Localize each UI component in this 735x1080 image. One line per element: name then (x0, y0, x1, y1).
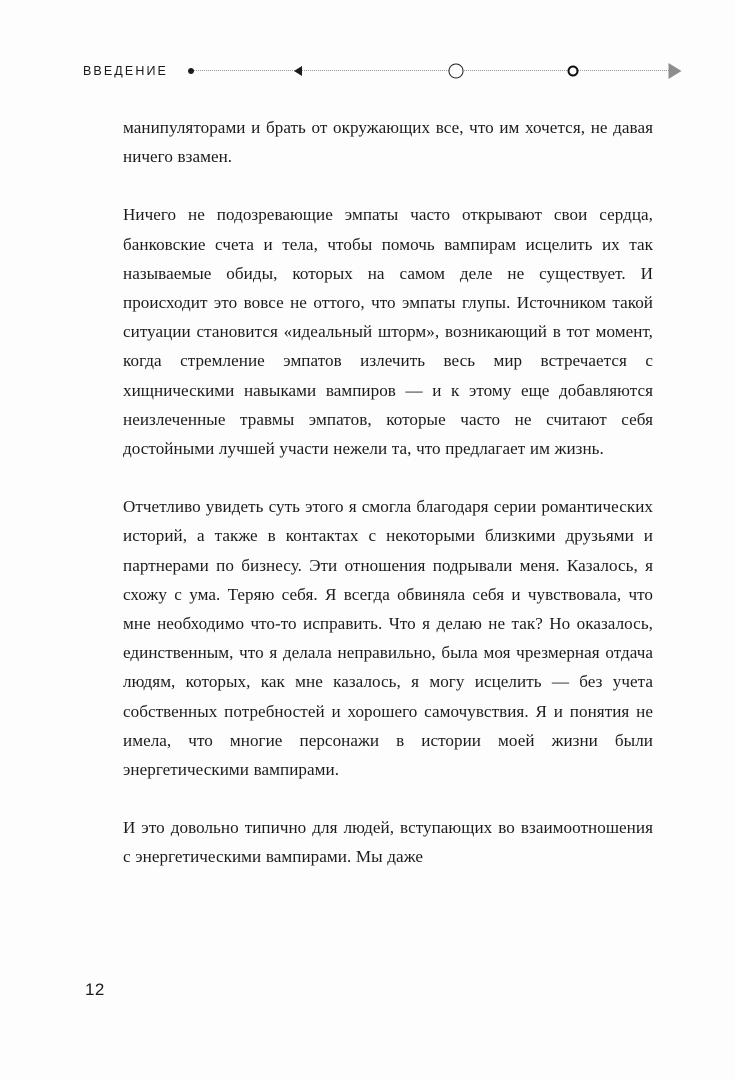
paragraph: манипуляторами и брать от окружающих все, что им хочется, не давая ничего взамен. (123, 118, 653, 167)
dotted-rule (193, 70, 671, 72)
paragraph: И это довольно типично для людей, вступающих во взаимоотношения с энергетическими вампирами. Мы даже (123, 818, 653, 867)
page-number: 12 (85, 980, 105, 999)
open-circle-bold-icon (567, 66, 578, 77)
left-triangle-icon (294, 66, 302, 76)
right-arrowhead-icon (668, 63, 681, 79)
paragraph: Ничего не подозревающие эмпаты часто открывают свои сердца, банковские счета и тела, чтобы помочь вампирам исцелить их так называемые обиды, которых на самом деле не существует. И происходит это вовсе не оттого, что эмпаты глупы. Источником такой ситуации становится «идеальный шторм», возникающий в тот момент, когда стремление эмпатов излечить весь мир встречается с хищническими навыками вампиров — и к этому еще добавляются неизлеченные травмы эмпатов, которые часто не считают себя достойными лучшей участи нежели та, что предлагает им жизнь. (123, 205, 653, 459)
filled-dot-icon (188, 68, 194, 74)
header-ornament (185, 59, 677, 83)
paragraph: Отчетливо увидеть суть этого я смогла благодаря серии романтических историй, а также в контактах с некоторыми близкими друзьями и партнерами по бизнесу. Эти отношения подрывали меня. Казалось, я схожу с ума. Теряю себя. Я всегда обвиняла себя и чувствовала, что мне необходимо что-то исправить. Что я делаю не так? Но оказалось, единственным, что я делала неправильно, была моя чрезмерная отдача людям, которых, как мне казалось, я могу исцелить — без учета собственных потребностей и хорошего самочувствия. Я и понятия не имела, что многие персонажи в истории моей жизни были энергетическими вампирами. (123, 497, 653, 780)
open-circle-large-icon (448, 64, 463, 79)
running-header (0, 56, 735, 86)
text-column (123, 113, 653, 872)
running-header-title: ВВЕДЕНИЕ (83, 63, 168, 78)
